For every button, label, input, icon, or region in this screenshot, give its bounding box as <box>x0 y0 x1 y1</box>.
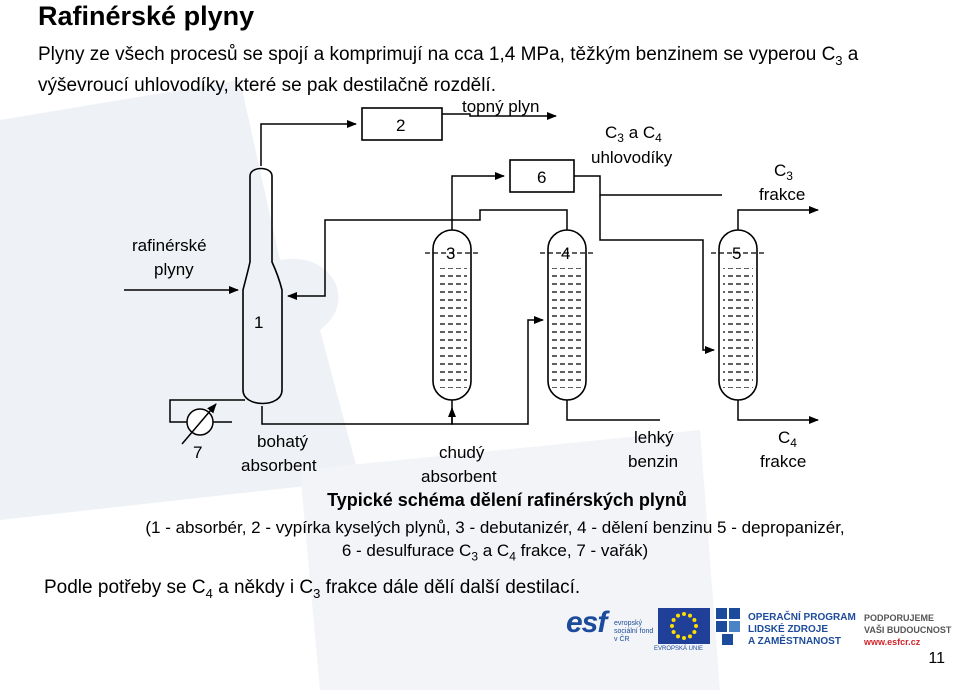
column-4-trays <box>552 268 582 388</box>
unit-2-label: 2 <box>396 116 406 135</box>
feed-label-1: rafinérské <box>132 236 207 255</box>
page-number: 11 <box>928 650 945 667</box>
lean-absorbent-label-1: chudý <box>439 443 485 462</box>
funding-logos <box>566 604 956 664</box>
intro-part1: Plyny ze všech procesů se spojí a komprimují na cca 1,4 MPa, těžkým benzinem se vyperou C <box>38 44 836 65</box>
col3-to-6 <box>452 176 504 230</box>
column-3-trays <box>437 268 467 388</box>
c3-fraction-label-1: $C_3$ <box>774 161 793 183</box>
caption-line-1: (1 - absorbér, 2 - vypírka kyselých plynů, 3 - debutanizér, 4 - dělení benzinu 5 - depropanizér, <box>145 518 845 537</box>
lean-absorbent-label-2: absorbent <box>421 467 497 486</box>
c3-fraction-arrow <box>738 210 818 230</box>
diagram-caption-body <box>80 516 910 568</box>
c4-fraction-arrow <box>738 400 818 420</box>
absorber-to-2 <box>261 124 356 166</box>
unit-4-label: 4 <box>561 244 571 263</box>
page-title: Rafinérské plyny <box>38 1 255 31</box>
absorber-1 <box>243 169 282 404</box>
unit-7-label: 7 <box>193 443 203 462</box>
c3c4-label-1: $C_3$ a $C_4$ <box>605 123 662 145</box>
feed-label-2: plyny <box>154 260 194 279</box>
c4-fraction-label-2: frakce <box>760 452 807 471</box>
unit-5-label: 5 <box>732 244 742 263</box>
light-benzin-line <box>567 400 660 420</box>
op-program-text: OPERAČNÍ PROGRAM LIDSKÉ ZDROJE A ZAMĚSTNANOST <box>748 612 856 647</box>
diagram-caption-title: Typické schéma dělení rafinérských plynů <box>327 490 687 510</box>
op-program-icon <box>714 606 744 654</box>
fuel-gas-label: topný plyn <box>462 97 540 116</box>
c4-fraction-label-1: $C_4$ <box>778 428 797 450</box>
c3c4-label-2: uhlovodíky <box>591 148 673 167</box>
rich-absorbent-line <box>262 406 452 424</box>
unit-6-label: 6 <box>537 168 547 187</box>
eu-caption: EVROPSKÁ UNIE <box>654 646 704 652</box>
intro-part2: a výševroucí uhlovodíky, které se pak destilačně rozdělí. <box>38 44 859 96</box>
unit-1-label: 1 <box>254 313 264 332</box>
support-text: PODPORUJEME VAŠI BUDOUCNOST www.esfcr.cz <box>864 613 952 647</box>
caption-line-2: 6 - desulfurace $C_3$ a $C_4$ frakce, 7 - vařák) <box>341 541 649 564</box>
light-benzin-label-1: lehký <box>634 428 674 447</box>
unit-3-label: 3 <box>446 244 456 263</box>
bottom-note: Podle potřeby se $C_4$ a někdy i $C_3$ frakce dále dělí další destilací. <box>44 577 581 601</box>
rich-absorbent-label-1: bohatý <box>257 432 309 451</box>
c3-fraction-label-2: frakce <box>759 185 806 204</box>
esf-logo: esf evropský sociální fond v ČR <box>566 606 654 643</box>
rich-absorbent-label-2: absorbent <box>241 456 317 475</box>
light-benzin-label-2: benzin <box>628 452 679 471</box>
intro-sub: 3 <box>835 52 843 68</box>
unit6-out <box>574 176 722 195</box>
c3c4-to-col5 <box>600 195 714 350</box>
column-5-trays <box>723 268 753 388</box>
eu-flag-icon <box>658 608 710 644</box>
